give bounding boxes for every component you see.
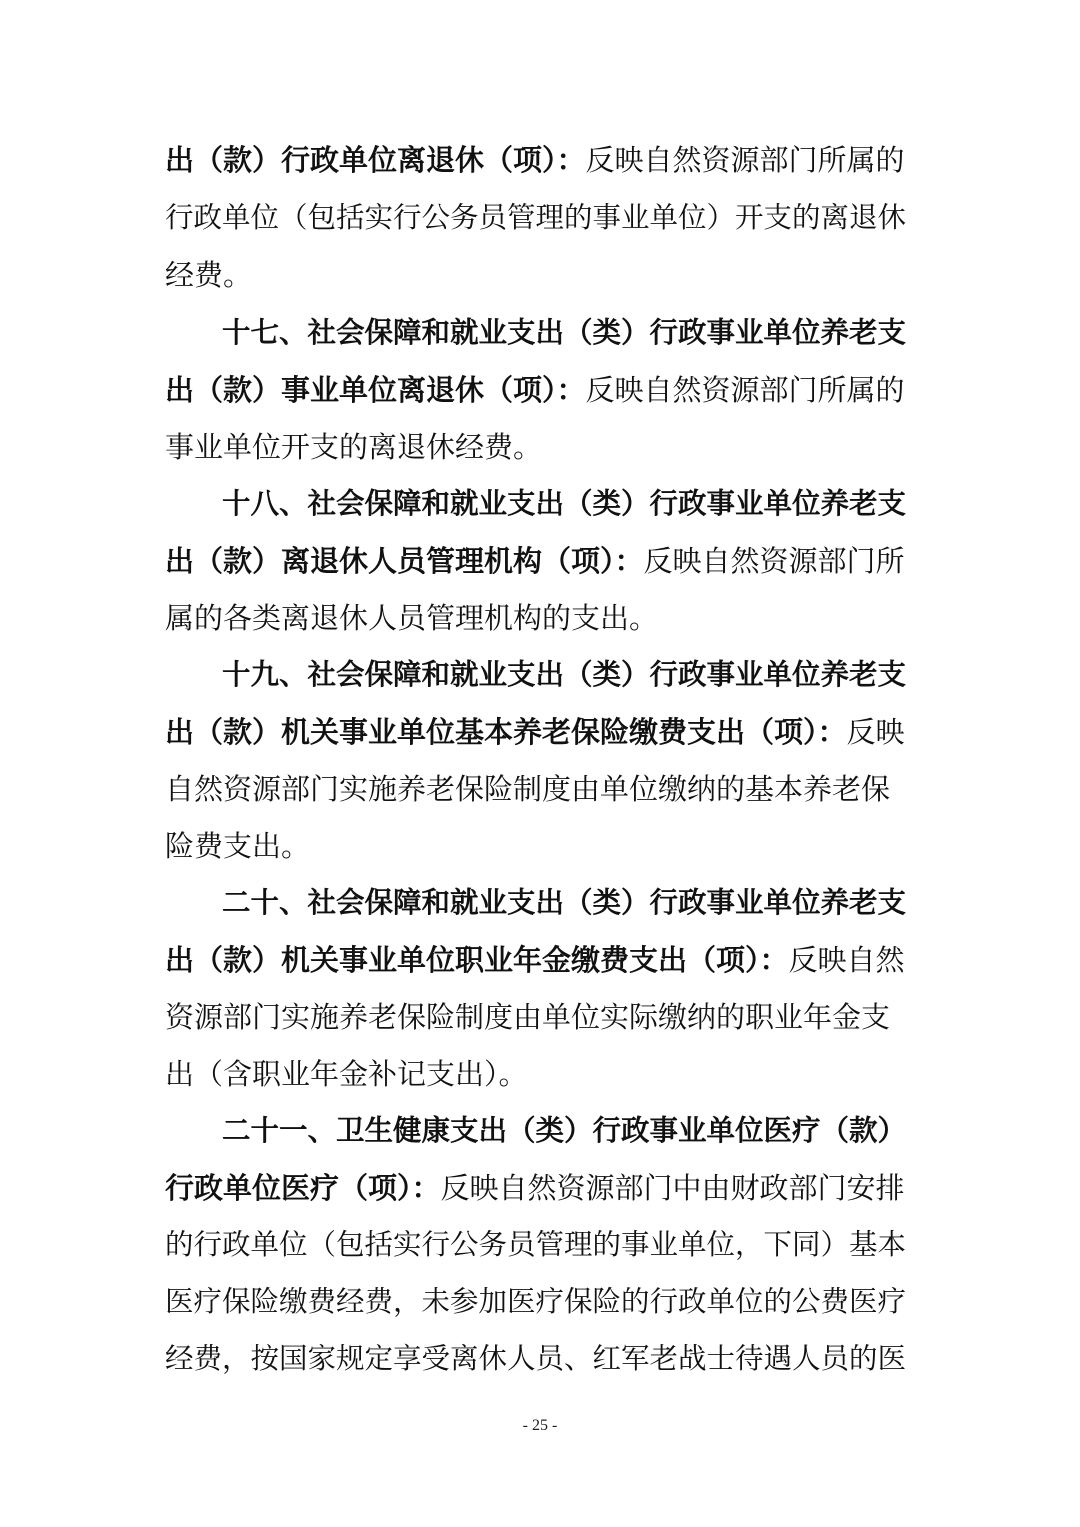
text-line: 出（款）行政单位离退休（项）：反映自然资源部门所属的 (165, 143, 905, 177)
section-heading-21: 二十一、卫生健康支出（类）行政事业单位医疗（款） (222, 1114, 907, 1147)
section-heading-19: 十九、社会保障和就业支出（类）行政事业单位养老支 (222, 658, 907, 691)
text-line: 出（款）离退休人员管理机构（项）：反映自然资源部门所 (165, 544, 905, 578)
text-line: 的行政单位（包括实行公务员管理的事业单位，下同）基本 (165, 1228, 907, 1261)
section-heading-18: 十八、社会保障和就业支出（类）行政事业单位养老支 (222, 487, 907, 520)
text-line: 经费，按国家规定享受离休人员、红军老战士待遇人员的医 (165, 1342, 907, 1375)
text-line: 属的各类离退休人员管理机构的支出。 (165, 601, 659, 635)
text-line: 出（款）机关事业单位基本养老保险缴费支出（项）：反映 (165, 715, 905, 749)
text-line: 行政单位医疗（项）：反映自然资源部门中由财政部门安排 (165, 1171, 905, 1205)
section-heading-20: 二十、社会保障和就业支出（类）行政事业单位养老支 (222, 886, 907, 919)
text-line: 险费支出。 (165, 829, 311, 863)
text-line: 事业单位开支的离退休经费。 (165, 430, 543, 464)
text-line: 自然资源部门实施养老保险制度由单位缴纳的基本养老保 (165, 772, 891, 806)
text-line: 医疗保险缴费经费，未参加医疗保险的行政单位的公费医疗 (165, 1285, 907, 1318)
text-line: 行政单位（包括实行公务员管理的事业单位）开支的离退休 (165, 201, 907, 234)
text-line: 经费。 (165, 258, 253, 292)
text-line: 出（款）机关事业单位职业年金缴费支出（项）：反映自然 (165, 943, 905, 977)
text-line: 资源部门实施养老保险制度由单位实际缴纳的职业年金支 (165, 1000, 891, 1034)
page-number: - 25 - (522, 1417, 558, 1434)
text-line: 出（款）事业单位离退休（项）：反映自然资源部门所属的 (165, 373, 905, 407)
section-heading-17: 十七、社会保障和就业支出（类）行政事业单位养老支 (222, 316, 907, 349)
text-line: 出（含职业年金补记支出）。 (165, 1057, 528, 1091)
